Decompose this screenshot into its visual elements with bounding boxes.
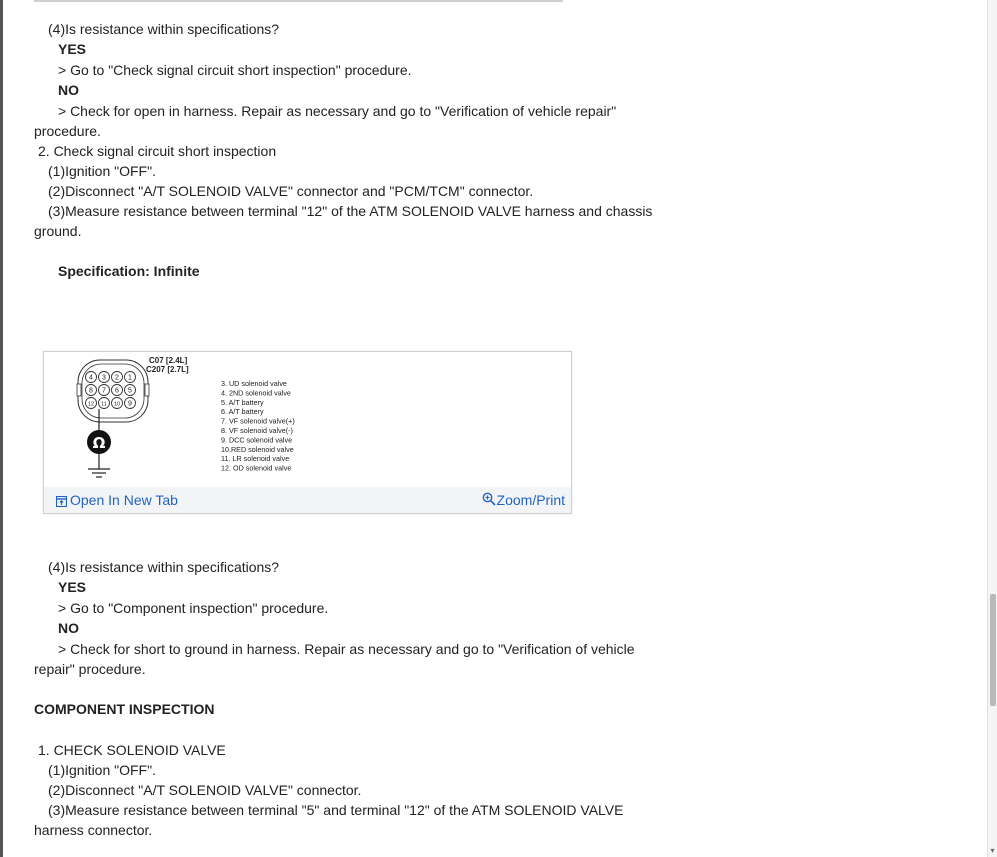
component-substep-3: (3)Measure resistance between terminal "5" and terminal "12" of the ATM SOLENOID VALVE xyxy=(48,802,624,818)
connector-pin-number: 9 xyxy=(128,400,132,408)
connector-pin-number: 5 xyxy=(128,387,132,395)
scrollbar-thumb[interactable] xyxy=(990,594,996,706)
legend-entry: 8. VF solenoid valve(-) xyxy=(221,426,293,435)
ohm-symbol: Ω xyxy=(92,434,106,452)
step2-heading: 2. Check signal circuit short inspection xyxy=(38,143,277,159)
connector-label-1: C07 [2.4L] xyxy=(149,356,188,365)
step2-substep-1: (1)Ignition "OFF". xyxy=(48,163,156,179)
connector-pin-number: 4 xyxy=(89,374,93,382)
vertical-scrollbar[interactable] xyxy=(987,0,997,857)
connector-pin-number: 3 xyxy=(102,374,106,382)
legend-entry: 5. A/T battery xyxy=(221,397,264,407)
yes-action-2: > Go to "Component inspection" procedure. xyxy=(58,600,329,616)
legend-entry: 9. DCC solenoid valve xyxy=(221,435,293,445)
magnifier-zoom-icon xyxy=(482,492,496,506)
question-resistance-1: (4)Is resistance within specifications? xyxy=(48,21,280,37)
legend-entry: 7. VF solenoid valve(+) xyxy=(221,416,295,426)
component-substep-3-cont: harness connector. xyxy=(34,822,153,838)
no-action-2-cont: repair" procedure. xyxy=(34,661,146,677)
wiring-figure xyxy=(43,351,572,514)
ground-icon xyxy=(88,469,110,477)
connector-pin-number: 7 xyxy=(102,387,106,395)
zoom-print-link[interactable] xyxy=(482,491,565,509)
open-tab-label: Open In New Tab xyxy=(70,492,178,508)
connector-pin-number: 8 xyxy=(89,387,93,395)
no-action-1-cont: procedure. xyxy=(34,123,101,139)
legend-entry: 10.RED solenoid valve xyxy=(221,444,294,454)
yes-action-1: > Go to "Check signal circuit short inspection" procedure. xyxy=(58,62,412,78)
component-substep-1: (1)Ignition "OFF". xyxy=(48,762,156,778)
connector-pin-number: 2 xyxy=(115,374,119,382)
connector-icon xyxy=(77,360,149,422)
zoom-label: Zoom/Print xyxy=(496,492,565,508)
component-step-heading: 1. CHECK SOLENOID VALVE xyxy=(38,742,226,758)
scroll-down-arrow-icon[interactable]: ▾ xyxy=(990,846,995,855)
connector-pin-number: 10 xyxy=(113,401,121,408)
legend-entry: 11. LR solenoid valve xyxy=(221,454,290,464)
connector-pin-number: 12 xyxy=(87,401,95,408)
legend-entry: 6. A/T battery xyxy=(221,407,264,417)
specification: Specification: Infinite xyxy=(58,263,200,279)
no-label-2: NO xyxy=(58,620,79,636)
connector-pin-number: 11 xyxy=(101,401,107,408)
open-in-new-tab-link[interactable] xyxy=(56,491,178,509)
legend-entry: 4. 2ND solenoid valve xyxy=(221,388,291,398)
question-resistance-2: (4)Is resistance within specifications? xyxy=(48,559,280,575)
step2-substep-2: (2)Disconnect "A/T SOLENOID VALVE" connector and "PCM/TCM" connector. xyxy=(48,183,534,199)
section-divider xyxy=(34,0,563,2)
no-label-1: NO xyxy=(58,82,79,98)
legend-entry: 3. UD solenoid valve xyxy=(221,379,287,388)
no-action-2: > Check for short to ground in harness. Repair as necessary and go to "Verification of vehicle xyxy=(58,641,635,657)
open-new-tab-icon xyxy=(56,496,67,507)
connector-pin-number: 6 xyxy=(115,387,119,395)
yes-label-2: YES xyxy=(58,579,87,595)
legend-entry: 12. OD solenoid valve xyxy=(221,463,292,473)
step2-substep-3-cont: ground. xyxy=(34,223,82,239)
pin-legend xyxy=(221,379,295,473)
connector-label-2: C207 [2.7L] xyxy=(146,365,189,374)
left-border xyxy=(0,0,3,857)
figure-toolbar xyxy=(44,487,571,513)
yes-label-1: YES xyxy=(58,41,87,57)
component-substep-2: (2)Disconnect "A/T SOLENOID VALVE" connector. xyxy=(48,782,362,798)
step2-substep-3: (3)Measure resistance between terminal "12" of the ATM SOLENOID VALVE harness and chassis xyxy=(48,203,653,219)
no-action-1: > Check for open in harness. Repair as necessary and go to "Verification of vehicle repair" xyxy=(58,103,617,119)
connector-pin-number: 1 xyxy=(128,374,132,382)
component-inspection-heading: COMPONENT INSPECTION xyxy=(34,701,215,717)
connector-diagram xyxy=(44,352,571,487)
